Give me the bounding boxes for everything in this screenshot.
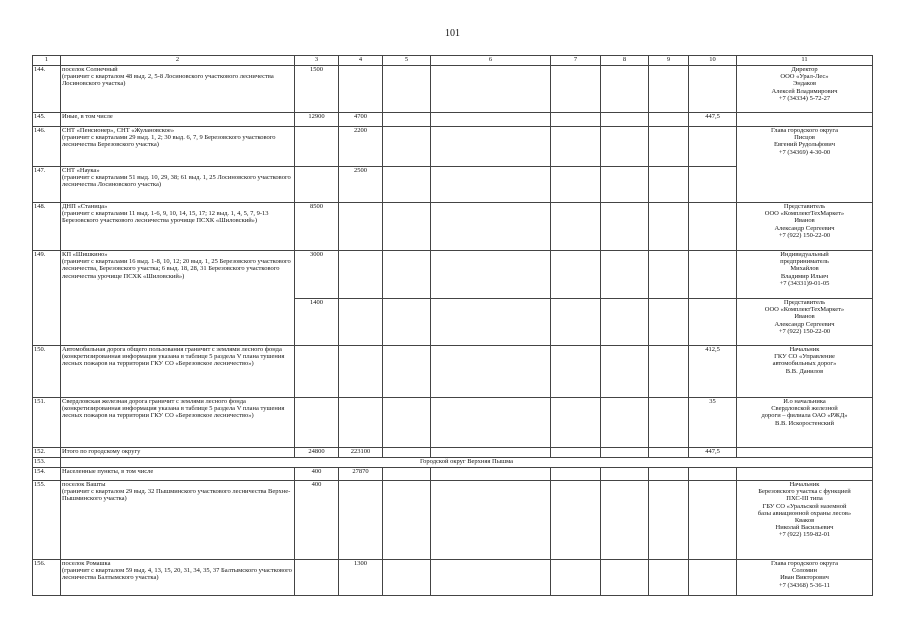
row-name: Населенные пункты, в том числе: [61, 468, 295, 481]
cell-c3: 1500: [295, 66, 339, 113]
header-row: [33, 56, 873, 66]
row-name: СНТ «Наука» (граничит с кварталами 51 выд. 10, 29, 38; 61 выд. 1, 25 Лосиновского участкового лесничества Лосиновского участка): [61, 167, 295, 203]
row-number: 148.: [33, 203, 61, 251]
col-header: 7: [551, 56, 601, 66]
cell-c3: 24800: [295, 448, 339, 458]
contact-cell: Глава городского округа Соломин Иван Викторович +7 (34368) 5-36-11: [737, 560, 873, 596]
cell-c10: 412,5: [689, 346, 737, 398]
row-name: Итого по городскому округу: [61, 448, 295, 458]
col-header: 9: [649, 56, 689, 66]
row-name: СНТ «Пенсионер», СНТ «Жулановское» (граничит с кварталами 29 выд. 1, 2; 30 выд. 6, 7, 9 Березовского участкового лесничества Березовского участка): [61, 127, 295, 167]
row-name: поселок Вашты (граничит с кварталом 29 выд. 32 Пышминского участкового лесничества Верхне-Пышминского участка): [61, 481, 295, 560]
cell-c4: 2200: [339, 127, 383, 167]
row-name: поселок Ромашка (граничит с кварталом 59 выд. 4, 13, 15, 20, 31, 34, 35, 37 Балтымского участкового лесничества Балтымского участка): [61, 560, 295, 596]
cell-c4: 223100: [339, 448, 383, 458]
cell-c4: 2500: [339, 167, 383, 203]
cell-c4: 27870: [339, 468, 383, 481]
col-header: 1: [33, 56, 61, 66]
cell-c4: [339, 66, 383, 113]
cell-c3: 12900: [295, 113, 339, 127]
table-row: [33, 481, 873, 560]
table-row: [33, 66, 873, 113]
cell-c3: 400: [295, 468, 339, 481]
row-number: 145.: [33, 113, 61, 127]
cell-c3: 8500: [295, 203, 339, 251]
contact-cell: Директор ООО «Урал-Лес» Эндаков Алексей Владимирович +7 (34334) 5-72-27: [737, 66, 873, 113]
col-header: 11: [737, 56, 873, 66]
contact-cell: И.о начальника Свердловской железной дороги – филиала ОАО «РЖД» В.В. Искоростенский: [737, 398, 873, 448]
row-name: Свердловская железная дорога граничит с землями лесного фонда (конкретизированная информация указана в таблице 5 раздела V плана тушения лесных пожаров на территории ГКУ СО «Березовское лесничество»): [61, 398, 295, 448]
col-header: 4: [339, 56, 383, 66]
contact-cell: Представитель ООО «КомплектТехМаркет» Иванов Александр Сергеевич +7 (922) 150-22-00: [737, 203, 873, 251]
cell-c4: 4700: [339, 113, 383, 127]
contact-cell: Индивидуальный предприниматель Михайлов Владимир Ильич +7 (34331)9-01-05: [737, 251, 873, 299]
row-number: 144.: [33, 66, 61, 113]
table-row: [33, 448, 873, 458]
row-name: Иные, в том числе: [61, 113, 295, 127]
table-row: [33, 251, 873, 299]
contact-cell: Глава городского округа Писцов Евгений Рудольфович +7 (34369) 4-30-00: [737, 127, 873, 203]
contact-cell: Начальник Березовского участка с функцией ПХС-III типа ГБУ СО «Уральской наземной базы авиационной охраны лесов» Кваков Николай Васильевич +7 (922) 159-82-01: [737, 481, 873, 560]
row-number: 156.: [33, 560, 61, 596]
table-row: [33, 113, 873, 127]
table-row: [33, 203, 873, 251]
row-number: 154.: [33, 468, 61, 481]
row-name: поселок Солнечный (граничит с кварталом 48 выд. 2, 5-8 Лосиновского участкового лесничества Лосиновского участка): [61, 66, 295, 113]
col-header: 2: [61, 56, 295, 66]
row-number: 147.: [33, 167, 61, 203]
row-number: 153.: [33, 458, 61, 468]
row-number: 152.: [33, 448, 61, 458]
table-row: [33, 346, 873, 398]
table-row: [33, 468, 873, 481]
row-name: ДНП «Станица» (граничит с кварталами 11 выд. 1-6, 9, 10, 14, 15, 17; 12 выд. 1, 4, 5, 7, 9-13 Березовского участкового лесничества урочище ПСХК «Шиловский»): [61, 203, 295, 251]
row-number: 149.: [33, 251, 61, 346]
section-row: [33, 458, 873, 468]
row-number: 150.: [33, 346, 61, 398]
cell-c4: 1300: [339, 560, 383, 596]
contact-cell: Начальник ГКУ СО «Управление автомобильных дорог» В.В. Данилов: [737, 346, 873, 398]
row-number: 151.: [33, 398, 61, 448]
row-name: Автомобильная дорога общего пользования граничит с землями лесного фонда (конкретизированная информация указана в таблице 5 раздела V плана тушения лесных пожаров на территории ГКУ СО «Березовское лесничество»): [61, 346, 295, 398]
cell-c3: 3000: [295, 251, 339, 299]
col-header: 5: [383, 56, 431, 66]
page-number: 101: [445, 28, 460, 39]
col-header: 10: [689, 56, 737, 66]
cell-c10: 447,5: [689, 113, 737, 127]
fire-plan-table: [32, 55, 873, 596]
table-row: [33, 127, 873, 167]
col-header: 3: [295, 56, 339, 66]
table-row: [33, 560, 873, 596]
row-number: 155.: [33, 481, 61, 560]
section-title: Городской округ Верхняя Пышма: [61, 458, 873, 468]
cell-c10: 35: [689, 398, 737, 448]
table-row: [33, 398, 873, 448]
cell-c3: 400: [295, 481, 339, 560]
cell-c10: 447,5: [689, 448, 737, 458]
contact-cell: Представитель ООО «КомплектТехМаркет» Иванов Александр Сергеевич +7 (922) 150-22-00: [737, 299, 873, 346]
row-name: КП «Шишкино» (граничит с кварталами 16 выд. 1-8, 10, 12; 20 выд. 1, 25 Березовского участкового лесничества, Березовского участка; 6 выд. 18, 28, 31 Березовского участкового лесничества урочище ПСХК «Шиловский»): [61, 251, 295, 346]
col-header: 6: [431, 56, 551, 66]
row-number: 146.: [33, 127, 61, 167]
col-header: 8: [601, 56, 649, 66]
cell-c3: 1400: [295, 299, 339, 346]
